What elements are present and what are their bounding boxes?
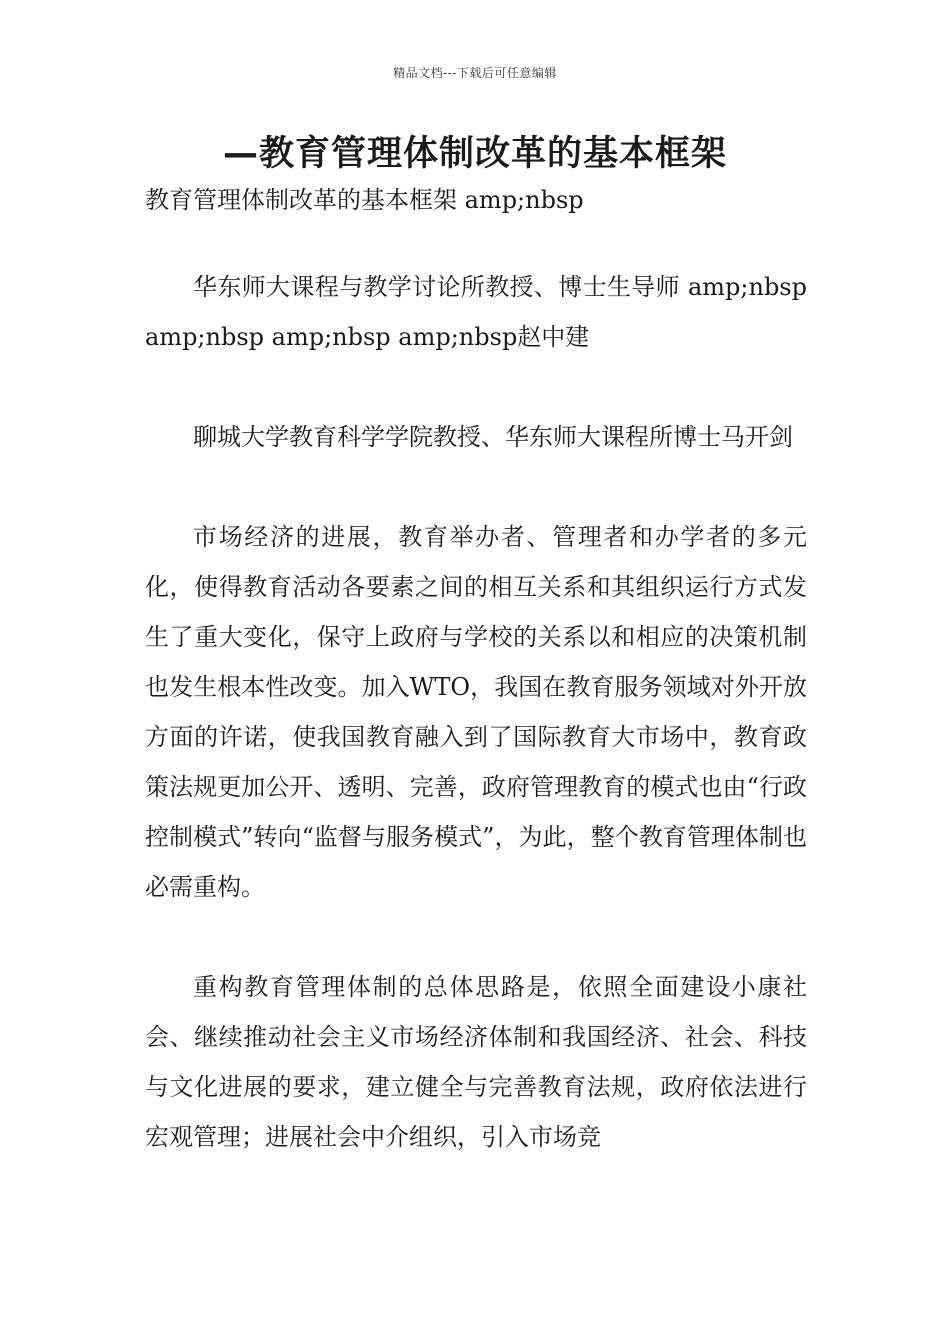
author-line-1: 华东师大课程与教学讨论所教授、博士生导师 amp;nbsp amp;nbsp amp;nbsp amp;nbsp赵中建 [145, 273, 807, 351]
document-title: —教育管理体制改革的基本框架 [222, 134, 727, 174]
body-paragraph-1: 市场经济的进展，教育举办者、管理者和办学者的多元化，使得教育活动各要素之间的相互关系和其组织运行方式发生了重大变化，保守上政府与学校的关系以和相应的决策机制也发生根本性改变。加入WTO，我国在教育服务领域对外开放方面的许诺，使我国教育融入到了国际教育大市场中，教育政策法规更加公开、透明、完善，政府管理教育的模式也由“行政控制模式”转向“监督与服务模式”，为此，整个教育管理体制也必需重构。 [145, 523, 807, 901]
spacer [145, 912, 807, 962]
body-paragraph-2: 重构教育管理体制的总体思路是，依照全面建设小康社会、继续推动社会主义市场经济体制和我国经济、社会、科技与文化进展的要求，建立健全与完善教育法规，政府依法进行宏观管理；进展社会中介组织，引入市场竞 [145, 973, 807, 1151]
spacer [145, 218, 807, 262]
document-body [145, 182, 807, 1162]
spacer [145, 362, 807, 412]
document-subtitle: 教育管理体制改革的基本框架 amp;nbsp [145, 186, 584, 214]
spacer [145, 462, 807, 512]
author-line-2: 聊城大学教育科学学院教授、华东师大课程所博士马开剑 [193, 423, 793, 451]
header-note: 精品文档---下载后可任意编辑 [393, 66, 557, 80]
